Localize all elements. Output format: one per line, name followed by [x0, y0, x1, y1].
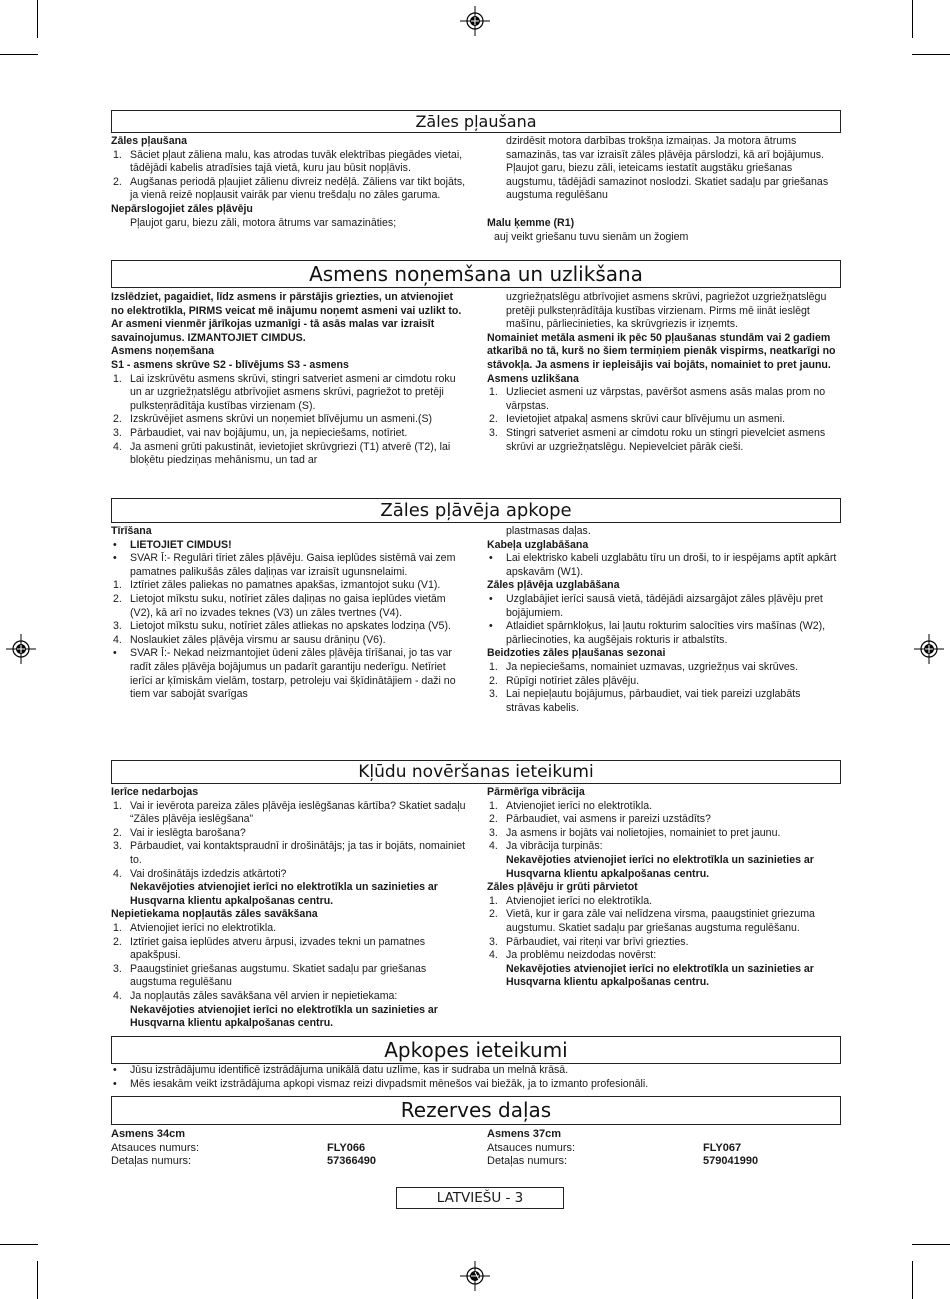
- section-title-care: Zāles pļāvēja apkope: [111, 498, 841, 523]
- spare-part-37cm: [487, 1128, 837, 1169]
- list-item: 3. Pārbaudiet, vai nav bojājumu, un, ja nepieciešams, notīriet.: [113, 426, 408, 439]
- list-item: • SVAR Ī:- Nekad neizmantojiet ūdeni zāles pļāvēja tīrīšanai, jo tas var radīt zāles pļāvēja bojājumus un padarīt garantiju nederīgu. Netīriet ierīci ar ķīmiskām vielām, tostarp, petroleju vai šķīdinātājiem - daži no tiem var sabojāt svarīgas: [113, 647, 456, 701]
- list-item: 1. Iztīriet zāles paliekas no pamatnes apakšas, izmantojot suku (V1).: [113, 579, 441, 592]
- paragraph: auj veikt griešanu tuvu sienām un žogiem: [494, 230, 689, 243]
- part-label: Detaļas numurs:: [111, 1155, 192, 1168]
- crop-mark: [912, 54, 950, 55]
- list-item: • SVAR Ī:- Regulāri tīriet zāles pļāvēju. Gaisa ieplūdes sistēmā vai zem pamatnes palikušās zāles daļiņas var izraisīt ugunsnelaimi.: [113, 552, 456, 578]
- crop-mark: [0, 54, 38, 55]
- crop-mark: [912, 1244, 950, 1245]
- service-note: Nekavējoties atvienojiet ierīci no elektrotīkla un sazinieties ar Husqvarna klientu apkalpošanas centru.: [130, 1003, 438, 1030]
- list-item: 1. Ja nepieciešams, nomainiet uzmavas, uzgriežņus vai skrūves.: [489, 660, 799, 673]
- trouble-left-column: [111, 786, 467, 1031]
- list-item: • Mēs iesakām veikt izstrādājuma apkopi vismaz reizi divpadsmit mēnešos vai biežāk, ja to izmanto profesionāli.: [113, 1077, 649, 1090]
- subheading: Zāles pļāvēju ir grūti pārvietot: [487, 881, 638, 894]
- spare-part-34cm: [111, 1128, 467, 1169]
- list-item: 2. Rūpīgi notīriet zāles pļāvēju.: [489, 674, 640, 687]
- list-item: 4. Noslaukiet zāles pļāvēja virsmu ar sausu drāniņu (V6).: [113, 633, 386, 646]
- crop-mark: [912, 1261, 913, 1299]
- subheading: Ierīce nedarbojas: [111, 786, 199, 798]
- paragraph: Pļaujot garu, biezu zāli, motora ātrums var samazināties;: [130, 216, 397, 229]
- ref-label: Atsauces numurs:: [111, 1141, 200, 1154]
- care-right-column: [487, 525, 837, 715]
- care-left-column: [111, 525, 467, 702]
- crop-mark: [912, 0, 913, 38]
- list-item: 4. Ja asmeni grūti pakustināt, ievietojiet skrūvgriezi (T1) atverē (T2), lai bloķētu piedziņas mehānismu, un tad ar: [113, 440, 451, 467]
- list-item: 2. Pārbaudiet, vai asmens ir pareizi uzstādīts?: [489, 813, 711, 826]
- service-note: Nekavējoties atvienojiet ierīci no elektrotīkla un sazinieties ar Husqvarna klientu apkalpošanas centru.: [506, 962, 814, 989]
- subheading: Asmens noņemšana: [111, 345, 215, 358]
- list-item: 1. Atvienojiet ierīci no elektrotīkla.: [113, 921, 277, 934]
- crop-mark: [37, 1261, 38, 1299]
- section-title-blade: Asmens noņemšana un uzlikšana: [111, 260, 841, 288]
- list-item: 3. Lai nepieļautu bojājumus, pārbaudiet, vai tiek pareizi uzglabāts strāvas kabelis.: [489, 688, 801, 714]
- part-label: Detaļas numurs:: [487, 1155, 568, 1168]
- paragraph: dzirdēsit motora darbības trokšņa izmaiņas. Ja motora ātrums samazinās, tas var izraisīt zāles pļāvēja pārslodzi, kā arī bojājumus. Pļaujot garu, biezu zāli, ieteicams iestatīt augstāku griešanas augstumu, tādējādi samazinot noslodzi. Skatiet sadaļu par griešanas augstuma regulēšanu: [506, 135, 829, 202]
- ref-label: Atsauces numurs:: [487, 1141, 576, 1154]
- paragraph: uzgriežņatslēgu atbrīvojiet asmens skrūvi, pagriežot uzgriežņatslēgu pretēji pulksteņrādītāja kustības virzienam. Pirms mē iināt ieslēgt mašīnu, pārliecinieties, ka skrūvgriezis ir izņemts.: [506, 291, 827, 331]
- part-value: 57366490: [327, 1155, 376, 1168]
- subheading: Malu ķemme (R1): [487, 216, 575, 229]
- crop-mark: [0, 1244, 38, 1245]
- list-item: 4. Ja vibrācija turpinās:: [489, 840, 603, 853]
- blade-right-column: [487, 291, 837, 454]
- list-item: 2. Ievietojiet atpakaļ asmens skrūvi caur blīvējumu un asmeni.: [489, 413, 786, 426]
- ref-value: FLY067: [703, 1141, 742, 1154]
- mowing-right-column: [487, 135, 837, 244]
- subheading: Zāles pļāvēja uzglabāšana: [487, 579, 620, 592]
- paragraph: plastmasas daļas.: [506, 525, 591, 537]
- list-item: • Jūsu izstrādājumu identificē izstrādājuma unikālā datu uzlīme, kas ir sudraba un melnā krāsā.: [113, 1064, 569, 1076]
- list-item: 1. Lai izskrūvētu asmens skrūvi, stingri satveriet asmeni ar cimdotu roku un ar uzgriežņatslēgu atbrīvojiet asmens skrūvi, pagriežot to pretēji pulksteņrādītāja kustības virzienam (S).: [113, 372, 456, 412]
- list-item: • Uzglabājiet ierīci sausā vietā, tādējādi aizsargājot zāles pļāvēju pret bojājumiem.: [489, 592, 823, 619]
- subheading: Kabeļa uzglabāšana: [487, 538, 589, 551]
- mowing-left-column: [111, 135, 467, 230]
- list-item: 1. Atvienojiet ierīci no elektrotīkla.: [489, 799, 653, 812]
- list-item: 3. Paaugstiniet griešanas augstumu. Skatiet sadaļu par griešanas augstuma regulēšanu: [113, 962, 427, 989]
- list-item: 3. Pārbaudiet, vai kontaktspraudnī ir drošinātājs; ja tas ir bojāts, nomainiet to.: [113, 840, 466, 866]
- subheading: Nepārslogojiet zāles pļāvēju: [111, 202, 253, 215]
- subheading: Nepietiekama nopļautās zāles savākšana: [111, 908, 318, 921]
- subheading: Asmens uzlikšana: [487, 372, 579, 385]
- service-note: Nekavējoties atvienojiet ierīci no elektrotīkla un sazinieties ar Husqvarna klientu apkalpošanas centru.: [506, 853, 814, 880]
- list-item: 2. Iztīriet gaisa ieplūdes atveru ārpusi, izvades tekni un pamatnes apakšpusi.: [113, 935, 426, 962]
- registration-mark-icon: [460, 1261, 490, 1291]
- section-title-troubleshooting: Kļūdu novēršanas ieteikumi: [111, 760, 841, 784]
- blade-left-column: [111, 291, 467, 468]
- section-title-mowing: Zāles pļaušana: [111, 110, 841, 133]
- list-item: 4. Vai drošinātājs izdedzis atkārtoti?: [113, 867, 287, 880]
- list-item: 1. Sāciet pļaut zāliena malu, kas atrodas tuvāk elektrības piegādes vietai, tādējādi kabelis atradīsies tajā vietā, kuru jau būsit nopļāvis.: [113, 148, 463, 175]
- registration-mark-icon: [6, 634, 36, 664]
- warning-text: Izslēdziet, pagaidiet, līdz asmens ir pārstājis griezties, un atvienojiet no elektrotīkla, PIRMS veicat mē inājumu noņemt asmeni vai uzlikt to. Ar asmeni vienmēr jārīkojas uzmanīgi - tā asās malas var izraisīt savainojumus. IZMANTOJIET CIMDUS.: [111, 291, 462, 344]
- list-item: 3. Lietojot mīkstu suku, notīriet zāles atliekas no apskates lodziņa (V5).: [113, 620, 451, 633]
- ref-value: FLY066: [327, 1141, 366, 1154]
- list-item: 2. Vai ir ieslēgta barošana?: [113, 826, 246, 839]
- list-item: 4. Ja nopļautās zāles savākšana vēl arvien ir nepietiekama:: [113, 989, 398, 1002]
- list-item: 1. Uzlieciet asmeni uz vārpstas, pavēršot asmens asās malas prom no vārpstas.: [489, 386, 826, 412]
- subheading: Tīrīšana: [111, 525, 152, 537]
- list-item: 4. Ja problēmu neizdodas novērst:: [489, 949, 657, 962]
- spare-heading: Asmens 37cm: [487, 1128, 561, 1140]
- registration-mark-icon: [914, 634, 944, 664]
- registration-mark-icon: [460, 6, 490, 36]
- list-item: 3. Ja asmens ir bojāts vai nolietojies, nomainiet to pret jaunu.: [489, 826, 781, 839]
- service-note: Nekavējoties atvienojiet ierīci no elektrotīkla un sazinieties ar Husqvarna klientu apkalpošanas centru.: [130, 881, 438, 907]
- list-item: • Atlaidiet spārnkloķus, lai ļautu rokturim salocīties virs mašīnas (W2), pārliecinoties, ka augšējais rokturis ir atbalstīts.: [489, 620, 826, 646]
- list-item: 3. Pārbaudiet, vai riteņi var brīvi griezties.: [489, 935, 689, 948]
- list-item: 2. Augšanas periodā pļaujiet zālienu divreiz nedēļā. Zāliens var tikt bojāts, ja vienā reizē nopļausit vairāk par vienu trešdaļu no zāles garuma.: [113, 175, 466, 202]
- section-title-maintenance: Apkopes ieteikumi: [111, 1036, 841, 1064]
- crop-mark: [37, 0, 38, 38]
- replace-note: Nomainiet metāla asmeni ik pēc 50 pļaušanas stundām vai 2 gadiem atkarībā no tā, kurš no šiem termiņiem pienāk vispirms, neatkarīgi no stāvokļa. Ja asmens ir iepleisājis vai bojāts, nomainiet to pret jaunu.: [487, 331, 836, 371]
- list-item: 3. Stingri satveriet asmeni ar cimdotu roku un stingri pievelciet asmens skrūvi ar uzgriežņatslēgu. Nepievelciet pārāk cieši.: [489, 426, 826, 453]
- list-item: 2. Izskrūvējiet asmens skrūvi un noņemiet blīvējumu un asmeni.(S): [113, 413, 433, 426]
- list-item: • Lai elektrisko kabeli uzglabātu tīru un droši, to ir iespējams aptīt apkārt apskavām (W1).: [489, 552, 837, 578]
- part-value: 579041990: [703, 1155, 759, 1168]
- subheading: Zāles pļaušana: [111, 135, 187, 147]
- subheading: Pārmērīga vibrācija: [487, 786, 585, 798]
- subheading: Beidzoties zāles pļaušanas sezonai: [487, 647, 666, 660]
- list-item: 1. Vai ir ievērota pareiza zāles pļāvēja ieslēgšanas kārtība? Skatiet sadaļu “Zāles pļāvēja ieslēgšana”: [113, 799, 466, 826]
- list-item: 2. Vietā, kur ir gara zāle vai nelīdzena virsma, paaugstiniet griezuma augstumu. Skatiet sadaļu par griešanas augstuma regulēšanu.: [489, 908, 815, 934]
- list-item: • LIETOJIET CIMDUS!: [113, 538, 232, 551]
- parts-line: S1 - asmens skrūve S2 - blīvējums S3 - asmens: [111, 358, 349, 371]
- list-item: 2. Lietojot mīkstu suku, notīriet zāles daļiņas no gaisa ieplūdes vietām (V2), kā arī no izvades teknes (V3) un zāles tvertnes (V4).: [113, 592, 446, 619]
- maintenance-column: [111, 1064, 839, 1091]
- page-footer: LATVIEŠU - 3: [396, 1187, 564, 1209]
- list-item: 1. Atvienojiet ierīci no elektrotīkla.: [489, 894, 653, 907]
- section-title-spare-parts: Rezerves daļas: [111, 1096, 841, 1125]
- spare-heading: Asmens 34cm: [111, 1128, 185, 1140]
- trouble-right-column: [487, 786, 837, 990]
